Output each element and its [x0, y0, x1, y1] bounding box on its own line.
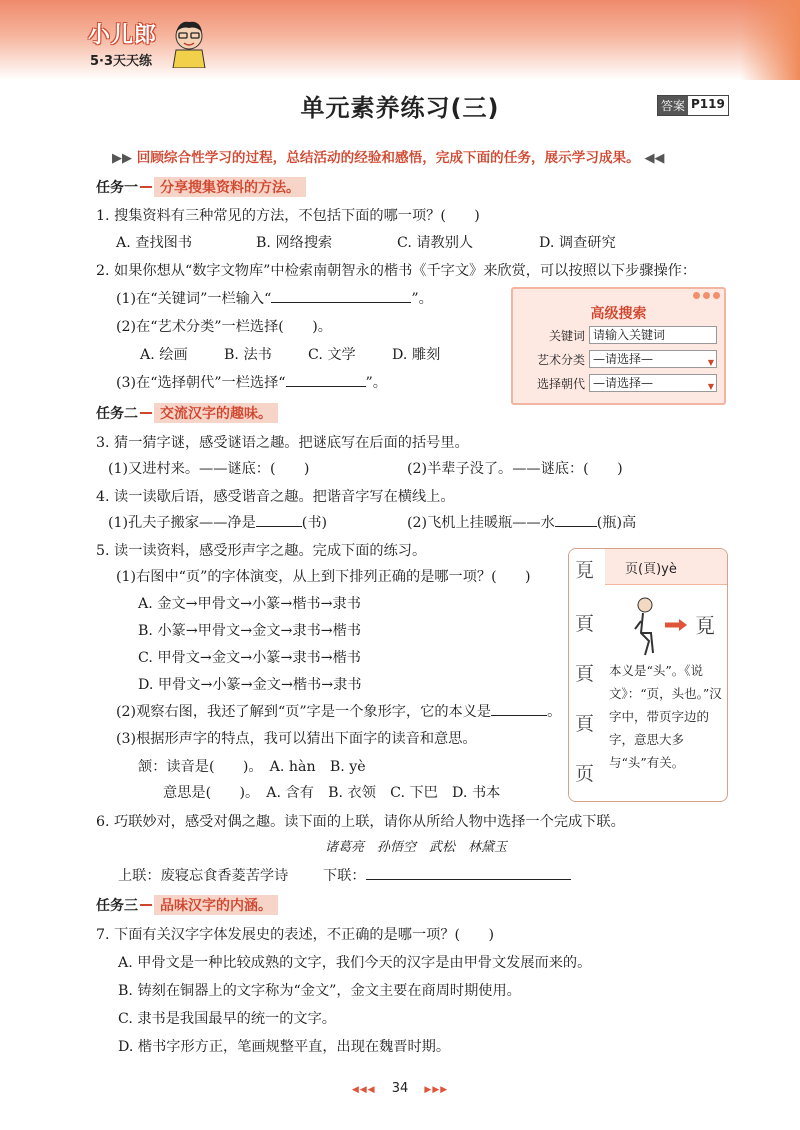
answer-label: 答案 [658, 96, 688, 115]
char-description: 本义是“头”。《说文》：“页，头也。”汉字中，带页字边的字，意思大多与“头”有关。 [609, 663, 722, 770]
dropdown-arrow-icon: ▼ [707, 358, 714, 367]
category-select[interactable] [589, 350, 717, 368]
task-divider [140, 904, 152, 906]
intro-instruction [112, 146, 712, 166]
q5-option-d: D. 甲骨文→小篆→金文→楷书→隶书 [138, 677, 362, 693]
page-number: 34 [391, 1081, 409, 1096]
q2-keyword-blank[interactable] [271, 289, 411, 303]
q2-sub-1 [116, 288, 433, 308]
dynasty-label: 选择朝代 [536, 376, 585, 391]
category-label: 艺术分类 [536, 352, 585, 367]
question-1-stem: 1. 搜集资料有三种常见的方法，不包括下面的哪一项？( ) [96, 208, 480, 224]
character-evolution-panel [568, 548, 728, 802]
dropdown-arrow-icon: ▼ [707, 382, 714, 391]
chevron-right-icon: ▶▶ [112, 151, 132, 166]
q6-upper-couplet: 上联：废寝忘食香菱苦学诗 [118, 868, 289, 884]
q5-meaning-blank[interactable] [491, 702, 547, 716]
brand-series: 5·3天天练 [90, 54, 153, 69]
q6-lower-couplet [323, 865, 571, 885]
page-title: 单元素养练习(三) [300, 94, 500, 122]
q2-option-c: C. 文学 [308, 347, 356, 363]
q2-sub-3-text: (3)在“选择朝代”一栏选择“ [116, 375, 286, 391]
question-7-stem: 7. 下面有关汉字字体发展史的表述，不正确的是哪一项？( ) [96, 927, 494, 943]
q2-sub-3 [116, 372, 387, 392]
q2-sub-1-text: (1)在“关键词”一栏输入“ [116, 291, 272, 307]
q6-lower-blank[interactable] [366, 866, 571, 880]
q2-sub-1-end: ”。 [411, 291, 433, 307]
q5-option-a: A. 金文→甲骨文→小篆→楷书→隶书 [138, 596, 361, 612]
q7-option-c: C. 隶书是我国最早的统一的文字。 [118, 1011, 336, 1027]
q1-option-c: C. 请教别人 [397, 235, 474, 251]
question-5-stem: 5. 读一读资料，感受形声字之趣。完成下面的练习。 [96, 543, 427, 559]
q2-option-d: D. 雕刻 [392, 347, 441, 363]
q3-sub-2: (2)半辈子没了。——谜底：( ) [407, 461, 623, 477]
q4-sub-1-end: (书) [301, 515, 328, 531]
keyword-row [523, 326, 717, 344]
task-tag: 任务二 [96, 406, 138, 422]
char-panel-header [605, 549, 727, 585]
q2-dynasty-blank[interactable] [286, 373, 366, 387]
q5-sub-3: (3)根据形声字的特点，我可以猜出下面字的读音和意思。 [116, 731, 477, 747]
q4-sub-1-text: (1)孔夫子搬家——净是 [108, 515, 256, 531]
q4-sub-2 [407, 512, 636, 532]
q7-option-a: A. 甲骨文是一种比较成熟的文字，我们今天的汉字是由甲骨文发展而来的。 [118, 955, 592, 971]
q5-meaning-line: 意思是( )。 A. 含有 B. 衣领 C. 下巴 D. 书本 [163, 785, 501, 801]
task-1-heading [96, 177, 306, 197]
glyph-seal: 頁 [575, 663, 595, 685]
intro-text: 回顾综合性学习的过程，总结活动的经验和感悟，完成下面的任务，展示学习成果。 [136, 150, 640, 166]
brand-logo [88, 18, 208, 78]
q5-sub-2 [116, 701, 561, 721]
q5-reading-line: 颔：读音是( )。 A. hàn B. yè [138, 759, 366, 775]
q5-option-b: B. 小篆→甲骨文→金文→隶书→楷书 [138, 623, 362, 639]
glyph-clerical: 頁 [575, 713, 595, 735]
glyph-oracle: 𩑋 [575, 560, 595, 582]
search-panel-title: 高级搜索 [590, 306, 647, 322]
q3-sub-1: (1)又进村来。——谜底：( ) [108, 461, 310, 477]
glyph-regular: 页 [575, 763, 595, 785]
q1-option-b: B. 网络搜索 [256, 235, 333, 251]
question-4-stem: 4. 读一读歇后语，感受谐音之趣。把谐音字写在横线上。 [96, 489, 455, 505]
glyph-bronze: 頁 [575, 613, 595, 635]
category-row [523, 350, 717, 368]
q4-sub-2-text: (2)飞机上挂暖瓶——水 [407, 515, 555, 531]
task-title: 分享搜集资料的方法。 [154, 177, 306, 197]
task-tag: 任务一 [96, 180, 138, 196]
q6-lower-label: 下联： [323, 868, 366, 884]
header-band-corner [740, 0, 800, 80]
q2-sub-3-end: ”。 [365, 375, 387, 391]
advanced-search-panel [511, 287, 726, 405]
task-title: 交流汉字的趣味。 [154, 403, 278, 423]
question-2-stem: 2. 如果你想从“数字文物库”中检索南朝智永的楷书《千字文》来欣赏，可以按照以下步骤操作： [96, 263, 697, 279]
q7-option-d: D. 楷书字形方正，笔画规整平直，出现在魏晋时期。 [118, 1039, 451, 1055]
q1-option-a: A. 查找图书 [116, 235, 193, 251]
kneeling-figure-icon [629, 595, 719, 659]
answer-page: P119 [691, 97, 725, 111]
dynasty-row [523, 374, 717, 392]
task-tag: 任务三 [96, 898, 138, 914]
task-divider [140, 412, 152, 414]
mascot-icon [170, 18, 208, 68]
keyword-label: 关键词 [548, 328, 585, 343]
q1-option-d: D. 调查研究 [539, 235, 616, 251]
q2-option-a: A. 绘画 [140, 347, 188, 363]
glyph-column [569, 549, 605, 801]
char-heading: 页(頁)yè [625, 562, 677, 577]
q5-option-c: C. 甲骨文→金文→小篆→隶书→楷书 [138, 650, 361, 666]
dynasty-value: —请选择— [593, 376, 654, 390]
svg-text:𩑋: 𩑋 [695, 614, 715, 638]
question-6-stem: 6. 巧联妙对，感受对偶之趣。读下面的上联，请你从所给人物中选择一个完成下联。 [96, 814, 625, 830]
q4-blank-1[interactable] [256, 513, 302, 527]
answer-reference [657, 95, 729, 116]
character-names: 诸葛亮 孙悟空 武松 林黛玉 [325, 840, 508, 855]
q2-sub-2: (2)在“艺术分类”一栏选择( )。 [116, 319, 332, 335]
dynasty-select[interactable] [589, 374, 717, 392]
arrows-right-icon: ▶▶▶ [424, 1085, 449, 1095]
task-3-heading [96, 895, 278, 915]
brand-title: 小儿郎 [88, 23, 158, 48]
question-3-stem: 3. 猜一猜字谜，感受谜语之趣。把谜底写在后面的括号里。 [96, 435, 469, 451]
chevron-left-icon: ◀◀ [644, 151, 665, 166]
task-title: 品味汉字的内涵。 [154, 895, 278, 915]
arrows-left-icon: ◀◀◀ [351, 1085, 376, 1095]
task-divider [140, 186, 152, 188]
q2-option-b: B. 法书 [224, 347, 272, 363]
task-2-heading [96, 403, 278, 423]
keyword-input[interactable]: 请输入关键词 [589, 326, 717, 344]
q5-sub-1: (1)右图中“页”的字体演变，从上到下排列正确的是哪一项？( ) [116, 569, 531, 585]
q5-sub-2-text: (2)观察右图，我还了解到“页”字是一个象形字，它的本义是 [116, 704, 492, 720]
q7-option-b: B. 铸刻在铜器上的文字称为“金文”，金文主要在商周时期使用。 [118, 983, 521, 999]
q5-sub-2-end: 。 [547, 704, 562, 720]
window-controls [693, 292, 720, 299]
q4-sub-1 [108, 512, 327, 532]
q4-sub-2-end: (瓶)高 [596, 515, 637, 531]
category-value: —请选择— [593, 352, 654, 366]
q4-blank-2[interactable] [555, 513, 597, 527]
page-footer [0, 1081, 800, 1096]
